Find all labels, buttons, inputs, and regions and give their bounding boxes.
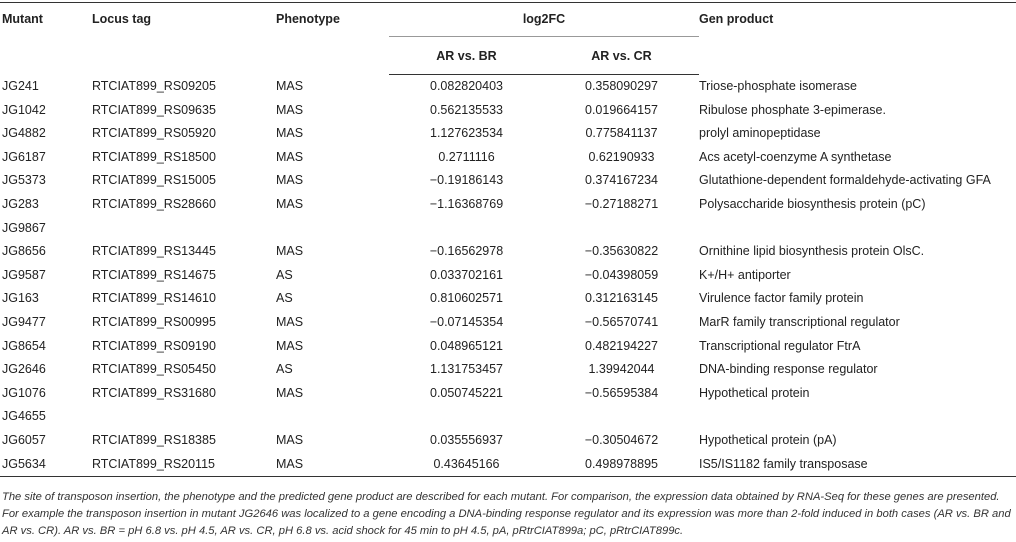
cell-gen-product: Hypothetical protein (pA): [699, 432, 837, 447]
mutant-id: JG8654: [2, 338, 46, 353]
table-row: [0, 99, 1016, 123]
cell-locus-tag: RTCIAT899_RS20115: [92, 453, 276, 477]
cell-mutant: [0, 264, 92, 288]
cell-gen-product: Polysaccharide biosynthesis protein (pC): [699, 196, 926, 211]
table-row: [0, 75, 1016, 99]
cell-ar-vs-cr: 1.39942044: [588, 362, 655, 377]
cell-ar-vs-cr: 0.312163145: [585, 291, 658, 306]
header-phenotype: Phenotype: [276, 12, 340, 26]
mutant-id: JG5373: [2, 173, 46, 188]
cell-ar-vs-br: 0.048965121: [430, 338, 503, 353]
table-row: [0, 382, 1016, 429]
cell-mutant: [0, 193, 92, 240]
cell-mutant: [0, 453, 92, 477]
cell-locus-tag: RTCIAT899_RS09635: [92, 102, 216, 117]
cell-ar-vs-br: −1.16368769: [429, 196, 504, 211]
cell-ar-vs-cr: 0.498978895: [544, 453, 699, 477]
cell-phenotype: MAS: [276, 338, 304, 353]
cell-gen-product: IS5/IS1182 family transposase: [699, 453, 1016, 477]
cell-phenotype: MAS: [276, 173, 304, 188]
table-row: [0, 358, 1016, 382]
cell-ar-vs-cr: −0.04398059: [584, 267, 659, 282]
table-row: [0, 287, 1016, 311]
mutant-id: JG9587: [2, 267, 46, 282]
cell-ar-vs-br: 0.082820403: [430, 79, 503, 93]
cell-gen-product: Ornithine lipid biosynthesis protein OlsC.: [699, 244, 925, 259]
cell-mutant: [0, 311, 92, 335]
cell-mutant: [0, 358, 92, 382]
cell-phenotype: AS: [276, 291, 293, 306]
cell-mutant: [0, 146, 92, 170]
cell-phenotype: AS: [276, 267, 293, 282]
cell-gen-product: Hypothetical protein: [699, 385, 810, 400]
table-row: [0, 453, 1016, 477]
table-row: [0, 146, 1016, 170]
mutant-id: JG283: [2, 196, 39, 211]
cell-ar-vs-cr: −0.30504672: [584, 432, 659, 447]
cell-ar-vs-cr: 0.374167234: [585, 173, 658, 188]
mutant-id: JG5634: [2, 456, 46, 471]
cell-ar-vs-br: 0.050745221: [430, 385, 503, 400]
cell-phenotype: MAS: [276, 244, 304, 259]
table-row: [0, 122, 1016, 146]
results-table: [0, 2, 1016, 477]
cell-phenotype: MAS: [276, 432, 304, 447]
cell-ar-vs-br: 1.127623534: [430, 126, 503, 141]
header-locus-tag: Locus tag: [92, 12, 152, 26]
table-row: [0, 264, 1016, 288]
table-row: [0, 240, 1016, 264]
table-row: [0, 169, 1016, 193]
cell-ar-vs-br: 0.562135533: [430, 102, 503, 117]
mutant-id: JG241: [2, 78, 39, 93]
mutant-id: JG4882: [2, 126, 46, 141]
cell-phenotype: MAS: [276, 149, 304, 164]
cell-ar-vs-cr: −0.27188271: [584, 196, 659, 211]
cell-gen-product: Triose-phosphate isomerase: [699, 78, 857, 93]
cell-gen-product: Virulence factor family protein: [699, 291, 864, 306]
cell-locus-tag: RTCIAT899_RS28660: [92, 196, 216, 211]
mutant-id: JG163: [2, 291, 39, 306]
cell-mutant: [0, 240, 92, 264]
cell-phenotype: MAS: [276, 78, 304, 93]
cell-locus-tag: RTCIAT899_RS05450: [92, 362, 216, 377]
cell-ar-vs-br: −0.16562978: [429, 244, 504, 259]
cell-locus-tag: RTCIAT899_RS05920: [92, 126, 216, 141]
header-mutant: Mutant: [2, 12, 43, 26]
cell-gen-product: prolyl aminopeptidase: [699, 126, 821, 141]
cell-locus-tag: RTCIAT899_RS14610: [92, 291, 216, 306]
cell-locus-tag: RTCIAT899_RS09190: [92, 338, 216, 353]
cell-mutant: [0, 99, 92, 123]
cell-gen-product: Ribulose phosphate 3-epimerase.: [699, 102, 886, 117]
table-row: [0, 193, 1016, 240]
header-ar-vs-cr: AR vs. CR: [544, 37, 699, 75]
cell-phenotype: MAS: [276, 196, 304, 211]
cell-phenotype: MAS: [276, 102, 304, 117]
cell-locus-tag: RTCIAT899_RS09205: [92, 78, 216, 93]
cell-ar-vs-br: 0.2711116: [438, 149, 495, 164]
cell-ar-vs-cr: −0.35630822: [584, 244, 659, 259]
mutant-id: JG8656: [2, 244, 46, 259]
cell-ar-vs-cr: 0.358090297: [585, 79, 658, 93]
cell-ar-vs-cr: 0.775841137: [585, 126, 658, 141]
cell-gen-product: Acs acetyl-coenzyme A synthetase: [699, 149, 892, 164]
table-footnote: The site of transposon insertion, the phenotype and the predicted gene product are described for each mutant. For comparison, the expression data obtained by RNA-Seq for these genes are presented. For example the transposon insertion in mutant JG2646 was localized to a gene encoding a DNA-binding response regulator and its expression was more than 2-fold induced in both cases (AR vs. BR and AR vs. CR). AR vs. BR = pH 6.8 vs. pH 4.5, AR vs. CR, pH 6.8 vs. acid shock for 45 min to pH 4.5, pA, pRtrCIAT899a; pC, pRtrCIAT899c.: [2, 491, 1011, 537]
cell-locus-tag: RTCIAT899_RS15005: [92, 173, 216, 188]
cell-ar-vs-br: 0.033702161: [430, 267, 503, 282]
cell-locus-tag: RTCIAT899_RS14675: [92, 267, 216, 282]
cell-ar-vs-br: 0.43645166: [389, 453, 544, 477]
cell-phenotype: MAS: [276, 126, 304, 141]
cell-ar-vs-cr: 0.62190933: [588, 149, 655, 164]
cell-mutant: [0, 287, 92, 311]
cell-gen-product: MarR family transcriptional regulator: [699, 314, 900, 329]
table-row: [0, 429, 1016, 453]
cell-gen-product: K+/H+ antiporter: [699, 267, 791, 282]
cell-ar-vs-cr: 0.019664157: [585, 102, 658, 117]
cell-phenotype: MAS: [276, 314, 304, 329]
cell-ar-vs-br: 0.035556937: [430, 432, 503, 447]
mutant-id: JG1076: [2, 385, 46, 400]
cell-ar-vs-cr: 0.482194227: [585, 338, 658, 353]
mutant-id: JG9477: [2, 314, 46, 329]
header-ar-vs-br: AR vs. BR: [389, 37, 544, 75]
cell-ar-vs-br: 1.131753457: [430, 362, 503, 377]
header-gen-product: Gen product: [699, 12, 774, 26]
cell-mutant: [0, 169, 92, 193]
cell-mutant: [0, 122, 92, 146]
header-row: [0, 3, 1016, 37]
cell-phenotype: AS: [276, 362, 293, 377]
cell-locus-tag: RTCIAT899_RS18500: [92, 149, 216, 164]
header-log2fc: log2FC: [522, 12, 566, 26]
cell-ar-vs-cr: −0.56595384: [584, 385, 659, 400]
mutant-id: JG6057: [2, 432, 46, 447]
cell-ar-vs-br: 0.810602571: [430, 291, 503, 306]
table-row: [0, 335, 1016, 359]
mutant-id: JG4655: [2, 409, 46, 424]
cell-ar-vs-cr: −0.56570741: [584, 314, 659, 329]
cell-phenotype: MAS: [276, 453, 389, 477]
cell-locus-tag: RTCIAT899_RS18385: [92, 432, 216, 447]
cell-mutant: [0, 429, 92, 453]
cell-mutant: [0, 335, 92, 359]
mutant-id: JG2646: [2, 362, 46, 377]
cell-phenotype: MAS: [276, 385, 304, 400]
mutant-id: JG9867: [2, 220, 46, 235]
cell-mutant: [0, 382, 92, 429]
mutant-id: JG1042: [2, 102, 46, 117]
table-row: [0, 311, 1016, 335]
mutant-id: JG6187: [2, 149, 46, 164]
cell-ar-vs-br: −0.07145354: [429, 314, 504, 329]
cell-locus-tag: RTCIAT899_RS00995: [92, 314, 216, 329]
cell-gen-product: DNA-binding response regulator: [699, 362, 878, 377]
cell-mutant: [0, 75, 92, 99]
cell-locus-tag: RTCIAT899_RS31680: [92, 385, 216, 400]
cell-gen-product: Glutathione-dependent formaldehyde-activating GFA: [699, 173, 991, 188]
table-body: [0, 75, 1016, 477]
cell-locus-tag: RTCIAT899_RS13445: [92, 244, 216, 259]
cell-ar-vs-br: −0.19186143: [429, 173, 504, 188]
cell-gen-product: Transcriptional regulator FtrA: [699, 338, 861, 353]
